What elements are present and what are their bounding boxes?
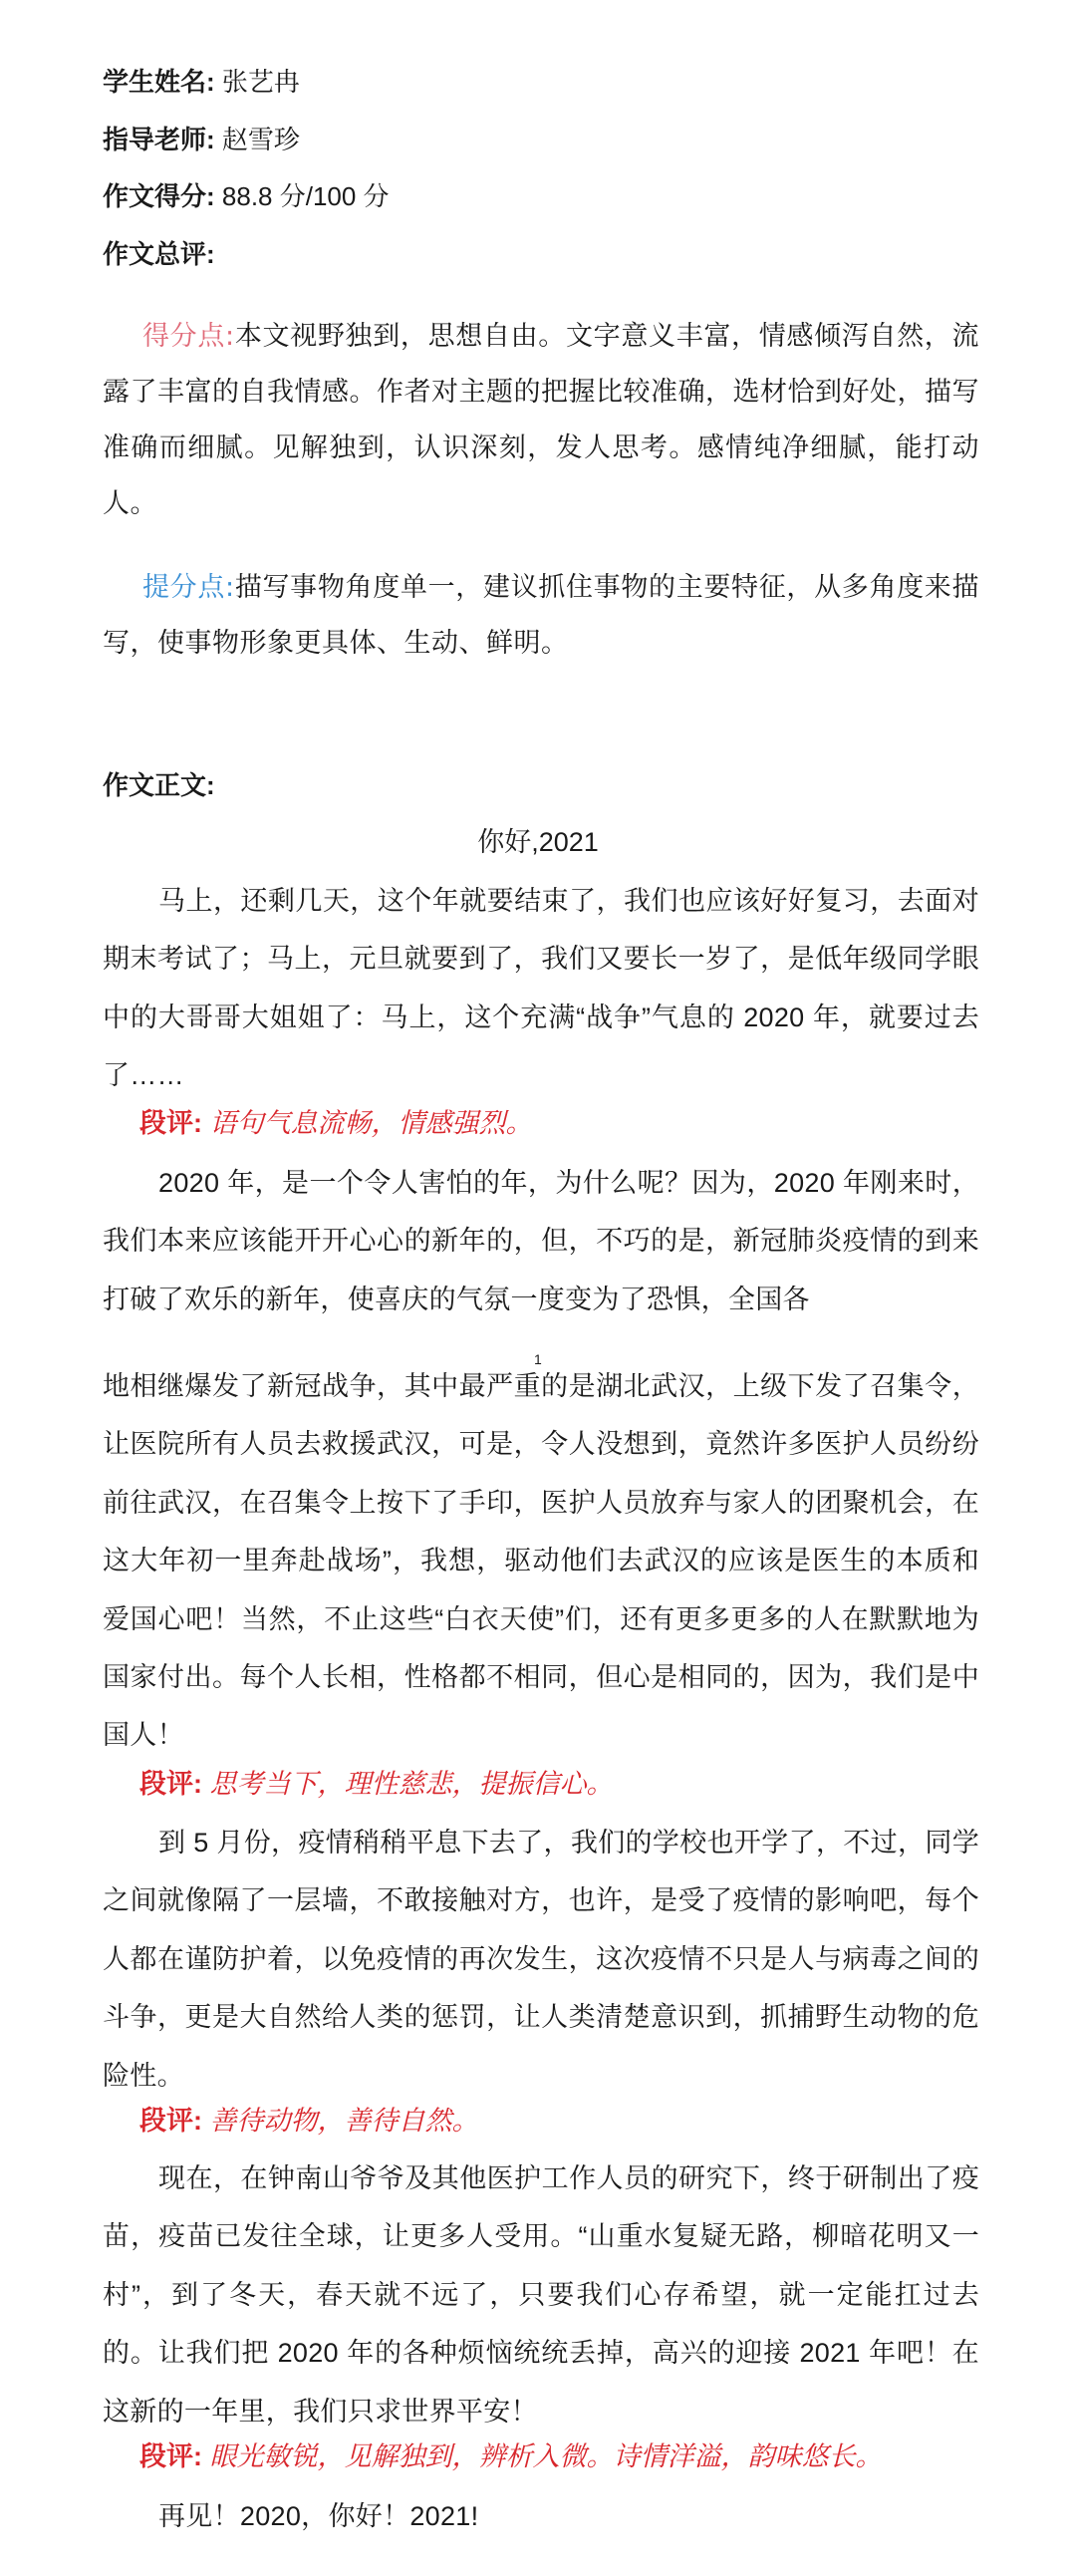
page-number: 1 (534, 1351, 542, 1367)
teacher-row (103, 120, 300, 159)
essay-title: 你好,2021 (477, 827, 599, 857)
essay-paragraph-1: 马上，还剩几天，这个年就要结束了，我们也应该好好复习，去面对期末考试了；马上，元旦就要到了，我们又要长一岁了，是低年级同学眼中的大哥哥大姐姐了：马上，这个充满“战争”气息的 2020 年，就要过去了…… (103, 886, 979, 1091)
student-name: 张艺冉 (221, 67, 300, 97)
paragraph-review-2 (139, 1764, 614, 1804)
paragraph-review-4 (139, 2436, 883, 2476)
summary-label: 作文总评: (103, 239, 215, 269)
summary-heading-row (103, 234, 215, 274)
essay-paragraph-2a: 2020 年，是一个令人害怕的年，为什么呢？因为，2020 年刚来时，我们本来应该能开开心心的新年的，但，不巧的是，新冠肺炎疫情的到来打破了欢乐的新年，使喜庆的气氛一度变为了恐惧，全国各 (103, 1168, 979, 1314)
review-text: 语句气息流畅，情感强烈。 (209, 1108, 533, 1138)
improve-text: 描写事物角度单一，建议抓住事物的主要特征，从多角度来描写，使事物形象更具体、生动、鲜明。 (103, 572, 979, 659)
essay-paragraph-5: 再见！2020，你好！2021! (158, 2501, 479, 2531)
student-label: 学生姓名: (103, 67, 215, 97)
score-value: 88.8 分/100 分 (221, 181, 390, 211)
review-label: 段评: (139, 2106, 202, 2136)
essay-paragraph-3: 到 5 月份，疫情稍稍平息下去了，我们的学校也开学了，不过，同学之间就像隔了一层墙，不敢接触对方，也许，是受了疫情的影响吧，每个人都在谨防护着，以免疫情的再次发生，这次疫情不只是人与病毒之间的斗争，更是大自然给人类的惩罚，让人类清楚意识到，抓捕野生动物的危险性。 (103, 1828, 979, 2091)
essay-paragraph-2b: 地相继爆发了新冠战争，其中最严重的是湖北武汉，上级下发了召集令，让医院所有人员去救援武汉，可是，令人没想到，竟然许多医护人员纷纷前往武汉，在召集令上按下了手印，医护人员放弃与家人的团聚机会，在这大年初一里奔赴战场”，我想，驱动他们去武汉的应该是医生的本质和爱国心吧！当然，不止这些“白衣天使”们，还有更多更多的人在默默地为国家付出。每个人长相，性格都不相同，但心是相同的，因为，我们是中国人！ (103, 1371, 979, 1751)
improve-paragraph (103, 560, 979, 672)
paragraph-review-1 (139, 1103, 533, 1143)
essay-paragraph-4: 现在，在钟南山爷爷及其他医护工作人员的研究下，终于研制出了疫苗，疫苗已发往全球，让更多人受用。“山重水复疑无路，柳暗花明又一村”，到了冬天，春天就不远了，只要我们心存希望，就一定能扛过去的。让我们把 2020 年的各种烦恼统统丢掉，高兴的迎接 2021 年吧！在这新的一年里，我们只求世界平安！ (103, 2163, 979, 2427)
review-label: 段评: (139, 1769, 202, 1799)
strengths-paragraph (103, 309, 979, 532)
strengths-text: 本文视野独到，思想自由。文字意义丰富，情感倾泻自然，流露了丰富的自我情感。作者对主题的把握比较准确，选材恰到好处，描写准确而细腻。见解独到，认识深刻，发人思考。感情纯净细腻，能打动人。 (103, 321, 979, 519)
teacher-label: 指导老师: (103, 125, 215, 154)
review-text: 善待动物，善待自然。 (209, 2106, 479, 2136)
student-row (103, 62, 300, 102)
review-label: 段评: (139, 2441, 202, 2471)
paragraph-review-3 (139, 2101, 479, 2141)
essay-heading: 作文正文: (103, 770, 215, 800)
review-text: 眼光敏锐，见解独到，辨析入微。诗情洋溢，韵味悠长。 (209, 2441, 883, 2471)
improve-tag: 提分点: (142, 572, 235, 603)
review-text: 思考当下，理性慈悲，提振信心。 (209, 1769, 614, 1799)
score-row (103, 176, 390, 216)
strengths-tag: 得分点: (142, 321, 235, 352)
teacher-name: 赵雪珍 (221, 125, 300, 154)
review-label: 段评: (139, 1108, 202, 1138)
score-label: 作文得分: (103, 181, 215, 211)
